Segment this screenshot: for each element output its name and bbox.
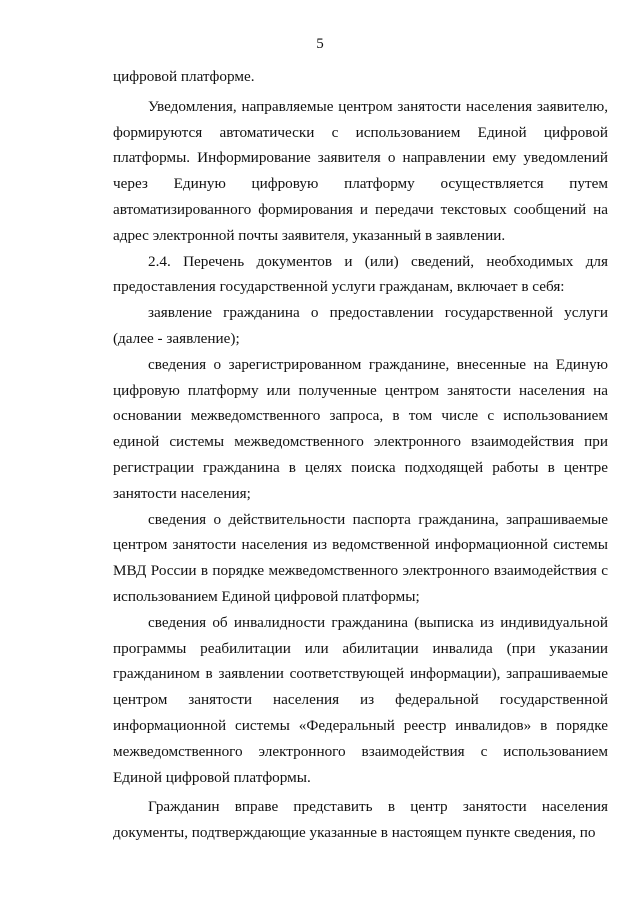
list-item-disability: сведения об инвалидности гражданина (выписка из индивидуальной программы реабилитации или абилитации инвалида (при указании гражданином в заявлении соответствующей информации), запрашиваемые центром занятости населения из федеральной государственной информационной системы «Федеральный реестр инвалидов» в порядке межведомственного электронного взаимодействия с использованием Единой цифровой платформы. [113,613,608,786]
document-body [113,64,608,846]
paragraph-continuation: цифровой платформе. [113,68,255,85]
paragraph-citizen-right: Гражданин вправе представить в центр занятости населения документы, подтверждающие указанные в настоящем пункте сведения, по [113,798,608,842]
list-item-registered-citizen: сведения о зарегистрированном гражданине, внесенные на Единую цифровую платформу или полученные центром занятости населения на основании межведомственного запроса, в том числе с использованием единой системы межведомственного электронного взаимодействия при регистрации гражданина в целях поиска подходящей работы в центре занятости населения; [113,355,608,502]
page-number: 5 [316,36,324,52]
list-item-application: заявление гражданина о предоставлении государственной услуги (далее - заявление); [113,304,608,347]
list-item-passport-validity: сведения о действительности паспорта гражданина, запрашиваемые центром занятости населения из ведомственной информационной системы МВД России в порядке межведомственного электронного взаимодействия с использованием Единой цифровой платформы; [113,510,608,605]
paragraph-section-2-4: 2.4. Перечень документов и (или) сведений, необходимых для предоставления государственной услуги гражданам, включает в себя: [113,252,608,296]
paragraph-notifications: Уведомления, направляемые центром занятости населения заявителю, формируются автоматически с использованием Единой цифровой платформы. Информирование заявителя о направлении ему уведомлений через Единую цифровую платформу осуществляется путем автоматизированного формирования и передачи текстовых сообщений на адрес электронной почты заявителя, указанный в заявлении. [113,97,608,244]
